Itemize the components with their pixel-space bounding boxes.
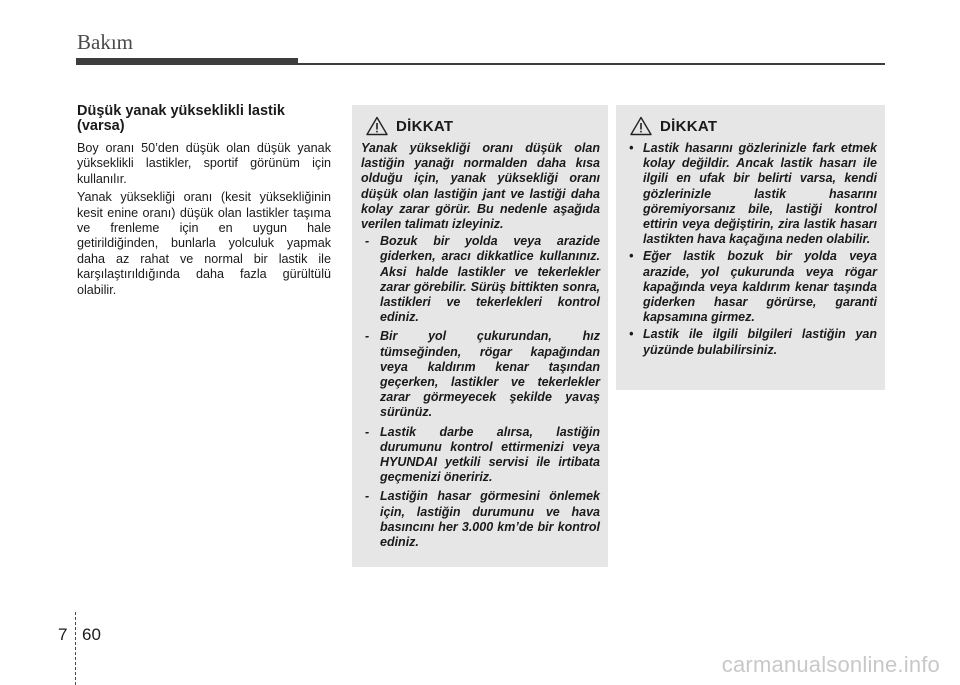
- caution-header: [352, 111, 608, 141]
- caution-list-item: [361, 329, 600, 420]
- caution-header: [616, 111, 885, 141]
- caution-item-text: Lastik ile ilgili bilgileri lastiğin yan yüzünde bulabilirsiniz.: [643, 327, 877, 357]
- paragraph-1: Boy oranı 50’den düşük olan düşük yanak yükseklikli lastikler, sportif görünüm için kullanılır.: [77, 141, 331, 186]
- caution-list-item: [625, 249, 877, 325]
- bullet-marker: •: [629, 141, 634, 155]
- dash-marker: -: [365, 234, 370, 249]
- page-header-title: Bakım: [77, 30, 133, 54]
- header-rule-thin: [298, 63, 885, 65]
- caution-list-item: [625, 327, 877, 357]
- caution-item-text: Bozuk bir yolda veya arazide giderken, aracı dikkatlice kullanınız. Aksi halde lastikler ve tekerlekler zarar görebilir. Sürüş bittikten sonra, lastikleri ve tekerlekleri kontrol ediniz.: [380, 234, 600, 325]
- warning-triangle-icon: [366, 116, 388, 136]
- caution-body: [352, 141, 608, 550]
- caution-box-right: [616, 105, 885, 390]
- dash-marker: -: [365, 424, 370, 439]
- caution-list-item: [361, 234, 600, 325]
- header-rule-thick: [76, 58, 298, 65]
- caution-list-item: [361, 425, 600, 486]
- caution-body: [616, 141, 885, 358]
- caution-item-text: Eğer lastik bozuk bir yolda veya arazide, yol çukurunda veya rögar kapağında veya kaldırım kenar taşında giderken hasar görürse, garanti kapsamına girmez.: [643, 249, 877, 325]
- bullet-marker: •: [629, 327, 634, 342]
- paragraph-2: Yanak yüksekliği oranı (kesit yüksekliğinin kesit enine oranı) düşük olan lastikler taşıma ve frenleme için en uygun hale getirildiğinden, bunlarla yolculuk yapmak daha az rahat ve normal bir lastik ile karşılaştırıldığında daha fazla gürültülü olabilir.: [77, 190, 331, 297]
- footer-divider: [75, 612, 76, 685]
- left-column: [77, 104, 331, 301]
- warning-triangle-icon: [630, 116, 652, 136]
- caution-list-item: [625, 141, 877, 247]
- section-number: 7: [58, 625, 68, 644]
- dash-marker: -: [365, 489, 370, 504]
- caution-title: DİKKAT: [660, 117, 718, 135]
- caution-box-left: [352, 105, 608, 567]
- caution-title: DİKKAT: [396, 117, 454, 135]
- watermark: carmanualsonline.info: [721, 652, 940, 677]
- caution-item-text: Bir yol çukurundan, hız tümseğinden, rögar kapağından veya kaldırım kenar taşından geçerken, lastikler ve tekerlekler zarar görmeyecek şekilde yavaş sürünüz.: [380, 329, 600, 420]
- section-title: Düşük yanak yükseklikli lastik (varsa): [77, 103, 285, 134]
- dash-marker: -: [365, 329, 370, 344]
- caution-intro: Yanak yüksekliği oranı düşük olan lastiğin yanağı normalden daha kısa olduğu için, yanak yüksekliği oranı düşük olan lastiğin jant ve lastiği daha kolay zarar görür. Bu nedenle aşağıda verilen talimatı izleyiniz.: [361, 141, 600, 232]
- caution-item-text: Lastik hasarını gözlerinizle fark etmek kolay değildir. Ancak lastik hasarı ile ilgili en ufak bir belirti varsa, kendi gözlerinizle lastik hasarını göremiyorsanız bile, lastiği kontrol ettirin veya değiştirin, zira lastik hasarı lastikten hava kaçağına neden olabilir.: [643, 141, 877, 247]
- bullet-marker: •: [629, 249, 634, 264]
- caution-item-text: Lastiğin hasar görmesini önlemek için, lastiğin durumunu ve hava basıncını her 3.000 km’de bir kontrol ediniz.: [380, 489, 600, 550]
- page-number: 60: [82, 625, 101, 644]
- caution-list-item: [361, 489, 600, 550]
- caution-item-text: Lastik darbe alırsa, lastiğin durumunu kontrol ettirmenizi veya HYUNDAI yetkili servisi ile irtibata geçmenizi öneririz.: [380, 424, 600, 485]
